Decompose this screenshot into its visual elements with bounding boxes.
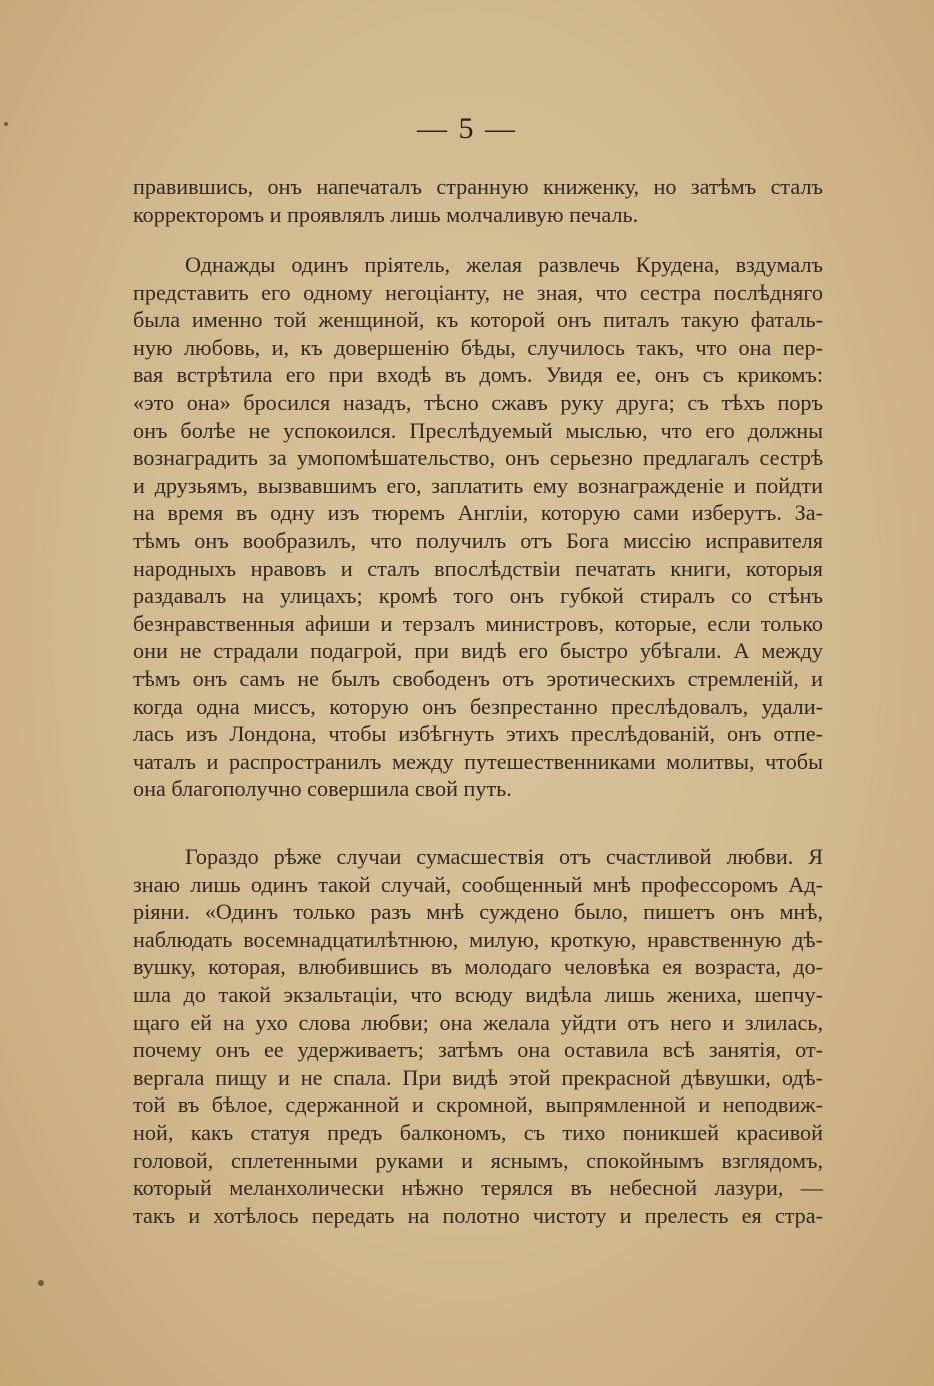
text-line: ріяни. «Одинъ только разъ мнѣ суждено было, пишетъ онъ мнѣ, bbox=[133, 899, 823, 925]
paragraph-2 bbox=[133, 251, 823, 803]
text-line: раздавалъ на улицахъ; кромѣ того онъ губкой стиралъ со стѣнъ bbox=[133, 583, 823, 609]
paragraph-1 bbox=[133, 173, 823, 228]
text-line: безнравственныя афиши и терзалъ министровъ, которые, если только bbox=[133, 610, 823, 636]
page-number: — 5 — bbox=[417, 112, 517, 145]
text-line: головой, сплетенными руками и яснымъ, спокойнымъ взглядомъ, bbox=[133, 1147, 823, 1173]
text-line: который меланхолически нѣжно терялся въ небесной лазури, — bbox=[133, 1175, 823, 1201]
text-line: наблюдать восемнадцатилѣтнюю, милую, кроткую, нравственную дѣ- bbox=[133, 926, 823, 952]
text-line: правившись, онъ напечаталъ странную книженку, но затѣмъ сталъ bbox=[133, 174, 823, 199]
text-line: ную любовь, и, къ довершенію бѣды, случилось такъ, что она пер- bbox=[133, 334, 823, 360]
text-line: «это она» бросился назадъ, тѣсно сжавъ руку друга; съ тѣхъ поръ bbox=[133, 389, 823, 415]
text-line: представить его одному негоціанту, не зная, что сестра послѣдняго bbox=[133, 279, 823, 305]
text-line: вая встрѣтила его при входѣ въ домъ. Увидя ее, онъ съ крикомъ: bbox=[133, 362, 823, 388]
text-line: они не страдали подагрой, при видѣ его быстро убѣгали. А между bbox=[133, 638, 823, 664]
paper-speck bbox=[38, 1280, 44, 1286]
text-line: вознаградить за умопомѣшательство, онъ серьезно предлагалъ сестрѣ bbox=[133, 445, 823, 471]
text-line: на время въ одну изъ тюремъ Англіи, которую сами изберутъ. За- bbox=[133, 500, 823, 526]
text-line: чаталъ и распространилъ между путешественниками молитвы, чтобы bbox=[133, 748, 823, 774]
text-line: щаго ей на ухо слова любви; она желала уйдти отъ него и злилась, bbox=[133, 1009, 823, 1035]
text-line: онъ болѣе не успокоился. Преслѣдуемый мыслью, что его должны bbox=[133, 417, 823, 443]
text-line: лась изъ Лондона, чтобы избѣгнуть этихъ преслѣдованій, онъ отпе- bbox=[133, 721, 823, 747]
text-line: Гораздо рѣже случаи сумасшествія отъ счастливой любви. Я bbox=[185, 844, 823, 869]
paragraph-3 bbox=[133, 843, 823, 1229]
text-line: тѣмъ онъ самъ не былъ свободенъ отъ эротическихъ стремленій, и bbox=[133, 665, 823, 691]
text-line: шла до такой экзальтаціи, что всюду видѣла лишь жениха, шепчу- bbox=[133, 981, 823, 1007]
text-line: той въ бѣлое, сдержанной и скромной, выпрямленной и неподвиж- bbox=[133, 1092, 823, 1118]
text-line: народныхъ нравовъ и сталъ впослѣдствіи печатать книги, которыя bbox=[133, 555, 823, 581]
text-line: Однажды одинъ пріятель, желая развлечь Крудена, вздумалъ bbox=[185, 252, 823, 277]
text-line: такъ и хотѣлось передать на полотно чистоту и прелесть ея стра- bbox=[133, 1202, 823, 1228]
text-line: когда одна миссъ, которую онъ безпрестанно преслѣдовалъ, удали- bbox=[133, 693, 823, 719]
text-line: вушку, которая, влюбившись въ молодаго человѣка ея возраста, до- bbox=[133, 954, 823, 980]
text-line: ной, какъ статуя предъ балкономъ, съ тихо поникшей красивой bbox=[133, 1119, 823, 1145]
text-line: и друзьямъ, вызвавшимъ его, заплатить ему вознагражденіе и пойдти bbox=[133, 472, 823, 498]
text-line: она благополучно совершила свой путь. bbox=[133, 776, 512, 802]
text-line: была именно той женщиной, къ которой онъ питалъ такую фаталь- bbox=[133, 307, 823, 333]
text-line: почему онъ ее удерживаетъ; затѣмъ она оставила всѣ занятія, от- bbox=[133, 1037, 823, 1063]
text-line: тѣмъ онъ вообразилъ, что получилъ отъ Бога миссію исправителя bbox=[133, 527, 823, 553]
text-line: корректоромъ и проявлялъ лишь молчаливую печаль. bbox=[133, 201, 639, 227]
text-line: знаю лишь одинъ такой случай, сообщенный мнѣ профессоромъ Ад- bbox=[133, 871, 823, 897]
paper-speck bbox=[4, 122, 8, 126]
text-line: вергала пищу и не спала. При видѣ этой прекрасной дѣвушки, одѣ- bbox=[133, 1064, 823, 1090]
